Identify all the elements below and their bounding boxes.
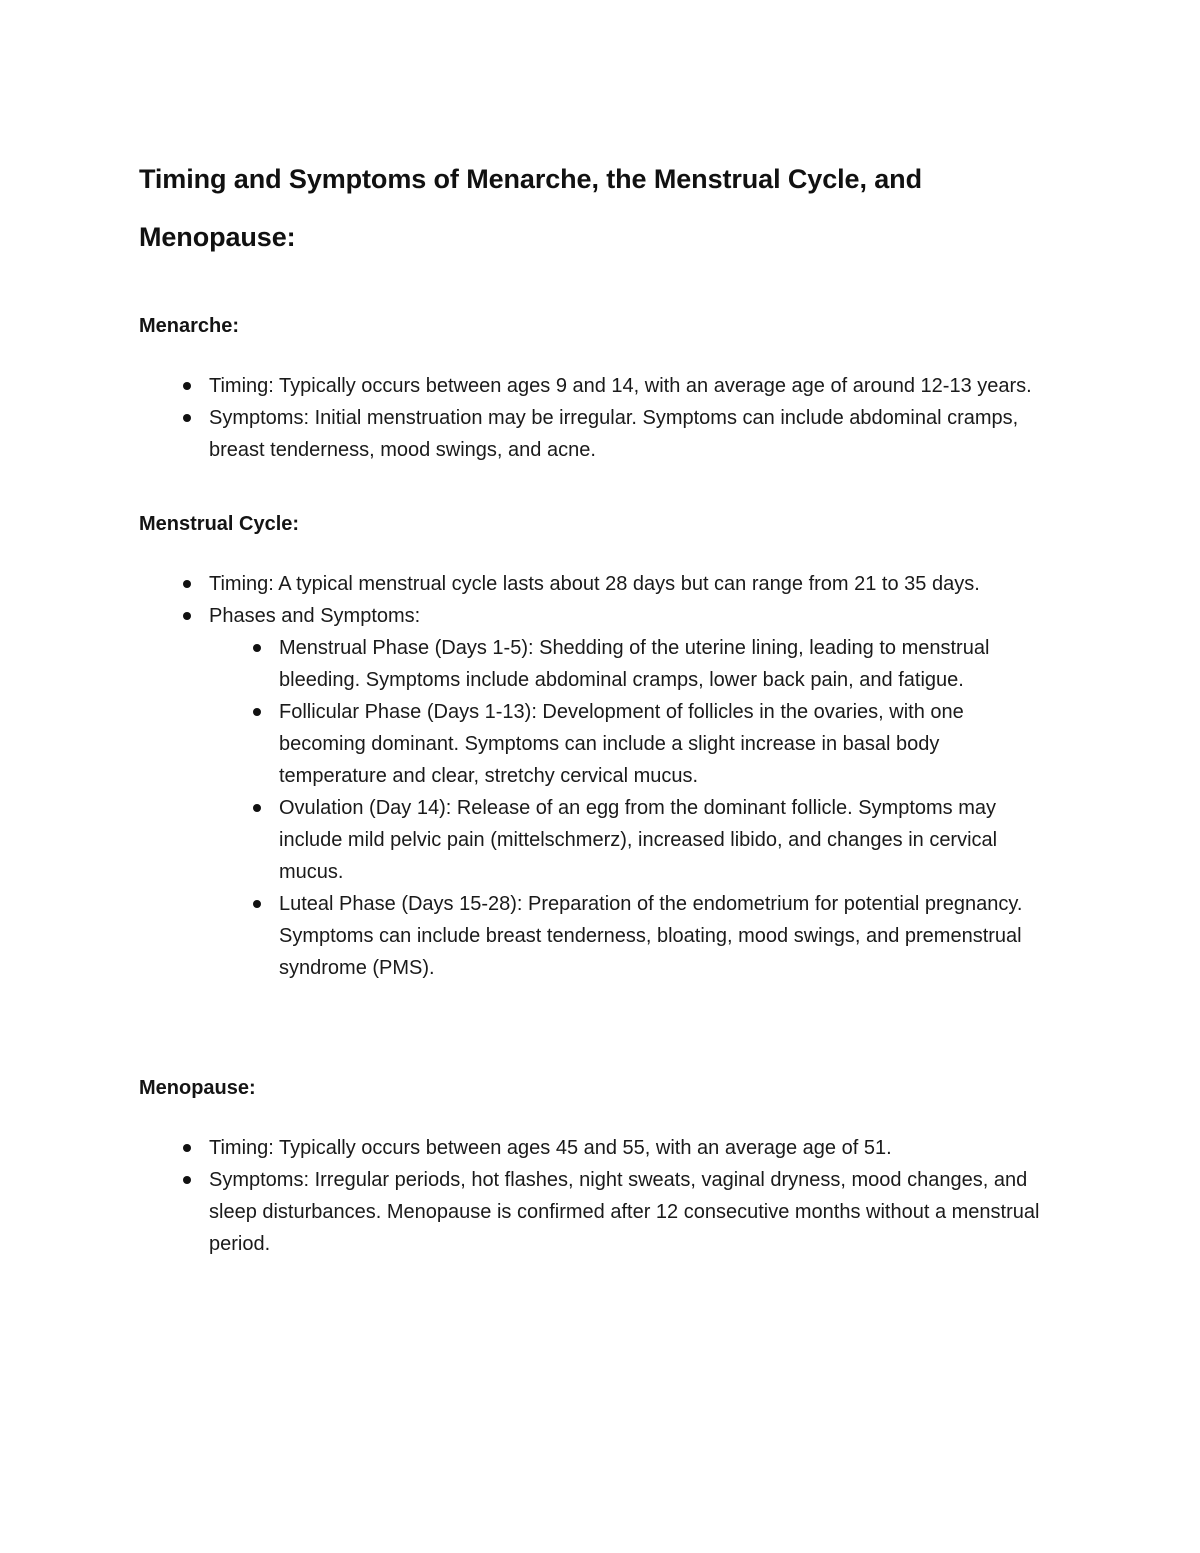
bullet-dot-icon (183, 580, 191, 588)
sub-list-item-text: Menstrual Phase (Days 1-5): Shedding of the uterine lining, leading to menstrual bleeding. Symptoms include abdominal cramps, lower back pain, and fatigue. (279, 637, 990, 691)
menstrual-cycle-bullet-list (139, 568, 1048, 984)
sub-list-item-text: Ovulation (Day 14): Release of an egg from the dominant follicle. Symptoms may include mild pelvic pain (mittelschmerz), increased libido, and changes in cervical mucus. (279, 797, 998, 883)
list-item (139, 568, 1048, 600)
list-item (139, 1164, 1048, 1260)
list-item (139, 600, 1048, 984)
section-spacer (139, 538, 1048, 568)
title-spacer (139, 266, 1048, 312)
bullet-dot-icon (183, 382, 191, 390)
bullet-dot-icon (253, 804, 261, 812)
section-heading-menopause: Menopause: (139, 1077, 256, 1099)
section-gap-large (139, 984, 1048, 1074)
list-item-text: Symptoms: Initial menstruation may be irregular. Symptoms can include abdominal cramps, breast tenderness, mood swings, and acne. (209, 407, 1019, 461)
bullet-dot-icon (253, 708, 261, 716)
section-spacer (139, 340, 1048, 370)
bullet-dot-icon (183, 612, 191, 620)
section-gap (139, 466, 1048, 510)
sub-list-item (209, 632, 1048, 696)
sub-list-item-text: Follicular Phase (Days 1-13): Development of follicles in the ovaries, with one becoming dominant. Symptoms can include a slight increase in basal body temperature and clear, stretchy cervical mucus. (279, 701, 964, 787)
section-heading-menstrual-cycle: Menstrual Cycle: (139, 513, 300, 535)
list-item-text: Symptoms: Irregular periods, hot flashes, night sweats, vaginal dryness, mood changes, and sleep disturbances. Menopause is confirmed after 12 consecutive months without a menstrual period. (209, 1169, 1040, 1255)
bullet-dot-icon (253, 900, 261, 908)
list-item-text: Timing: A typical menstrual cycle lasts about 28 days but can range from 21 to 35 days. (209, 573, 980, 595)
bullet-dot-icon (183, 1176, 191, 1184)
bullet-dot-icon (253, 644, 261, 652)
bullet-dot-icon (183, 414, 191, 422)
list-item-text: Timing: Typically occurs between ages 9 and 14, with an average age of around 12-13 years. (209, 375, 1032, 397)
section-spacer (139, 1102, 1048, 1132)
page-title: Timing and Symptoms of Menarche, the Menstrual Cycle, and Menopause: (139, 164, 922, 252)
list-item-text: Phases and Symptoms: (209, 605, 421, 627)
section-heading-menarche: Menarche: (139, 315, 240, 337)
sub-list-item-text: Luteal Phase (Days 15-28): Preparation of the endometrium for potential pregnancy. Symptoms can include breast tenderness, bloating, mood swings, and premenstrual syndrome (PMS). (279, 893, 1023, 979)
sub-list-item (209, 888, 1048, 984)
menarche-bullet-list (139, 370, 1048, 466)
bullet-dot-icon (183, 1144, 191, 1152)
menopause-bullet-list (139, 1132, 1048, 1260)
list-item (139, 1132, 1048, 1164)
list-item (139, 402, 1048, 466)
sub-list-item (209, 696, 1048, 792)
phases-sub-bullet-list (209, 632, 1048, 984)
list-item (139, 370, 1048, 402)
list-item-text: Timing: Typically occurs between ages 45 and 55, with an average age of 51. (209, 1137, 892, 1159)
sub-list-item (209, 792, 1048, 888)
